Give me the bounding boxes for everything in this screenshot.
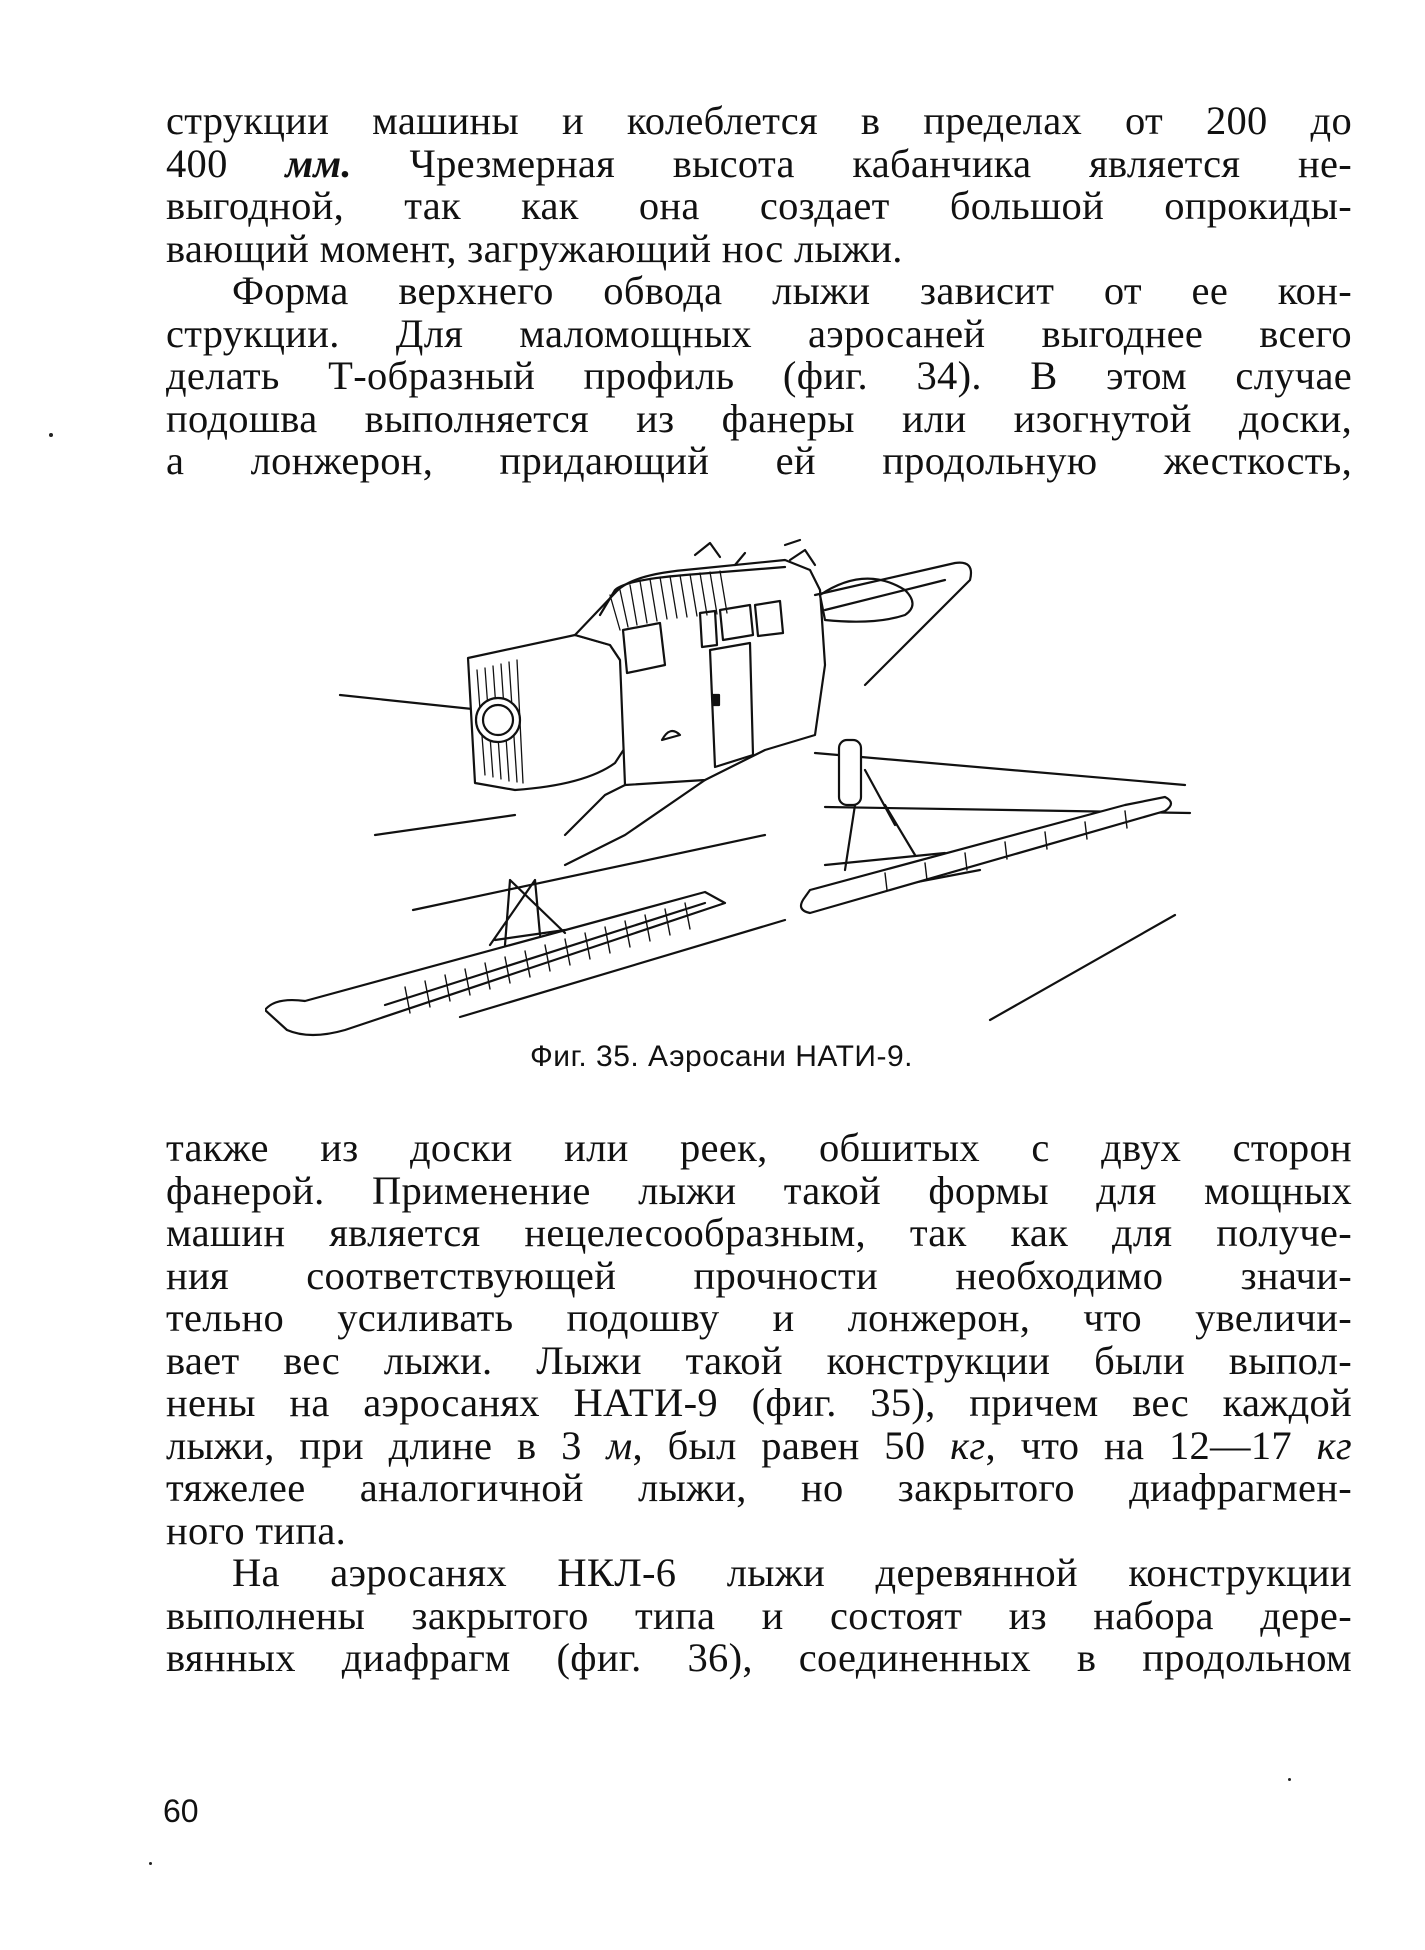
ground-line	[990, 915, 1175, 1020]
text-line: делать Т-образный профиль (фиг. 34). В этом случае	[166, 353, 1352, 398]
text-line: вающий момент, загружающий нос лыжи.	[166, 225, 903, 271]
unit-mm: мм.	[285, 140, 352, 186]
text-line: также из доски или реек, обшитых с двух сторон	[166, 1125, 1352, 1170]
unit-kg: кг	[1316, 1422, 1353, 1468]
shock-absorber	[839, 740, 861, 805]
text-line: тяжелее аналогичной лыжи, но закрытого диафрагмен-	[166, 1465, 1352, 1510]
text-line: подошва выполняется из фанеры или изогнутой доски,	[166, 395, 1352, 441]
windshield	[623, 623, 665, 673]
text-line: выполнены закрытого типа и состоят из набора дере-	[166, 1592, 1352, 1638]
text-span: Чрезмерная высота кабанчика является не-	[351, 140, 1353, 186]
figure-caption: Фиг. 35. Аэросани НАТИ-9.	[530, 1040, 913, 1073]
figure-aerosani-illustration	[265, 535, 1195, 1040]
text-span: лыжи, при длине в 3	[166, 1422, 607, 1468]
front-ski	[265, 892, 725, 1035]
text-line: струкции. Для маломощных аэросаней выгоднее всего	[166, 310, 1352, 356]
page-number: 60	[163, 1793, 199, 1829]
text-block-bottom	[166, 1127, 1352, 1680]
unit-m: м	[606, 1422, 633, 1468]
text-line-with-unit	[166, 140, 1353, 186]
text-span: 400	[166, 140, 286, 186]
print-speck	[49, 433, 53, 437]
print-speck	[1288, 1778, 1291, 1781]
text-span: , что на 12—17	[985, 1422, 1317, 1468]
rear-ski	[801, 797, 1171, 913]
text-line: фанерой. Применение лыжи такой формы для мощных	[166, 1167, 1352, 1213]
text-line: струкции машины и колеблется в пределах от 200 до	[166, 98, 1352, 143]
text-line: машин является нецелесообразным, так как для получе-	[166, 1210, 1352, 1255]
text-line: выгодной, так как она создает большой опрокиды-	[166, 183, 1352, 228]
paragraph-first-line: На аэросанях НКЛ-6 лыжи деревянной конструкции	[232, 1550, 1352, 1595]
text-line-with-units	[166, 1422, 1353, 1468]
text-block-top	[166, 100, 1352, 483]
door-latch	[713, 695, 719, 705]
text-line: ния соответствующей прочности необходимо значи-	[166, 1252, 1352, 1298]
text-span: , был равен 50	[632, 1422, 951, 1468]
text-line: нены на аэросанях НАТИ-9 (фиг. 35), причем вес каждой	[166, 1380, 1352, 1425]
text-line: ного типа.	[166, 1507, 347, 1553]
roof-rack	[695, 543, 745, 565]
unit-kg: кг	[950, 1422, 986, 1468]
print-speck	[149, 1862, 152, 1865]
text-line: вает вес лыжи. Лыжи такой конструкции были выпол-	[166, 1337, 1352, 1383]
paragraph-first-line: Форма верхнего обвода лыжи зависит от ее кон-	[232, 268, 1352, 313]
text-line: вянных диафрагм (фиг. 36), соединенных в продольном	[166, 1635, 1352, 1680]
text-line: а лонжерон, придающий ей продольную жесткость,	[166, 438, 1352, 483]
ski-edge	[385, 903, 705, 1005]
text-line: тельно усиливать подошву и лонжерон, что увеличи-	[166, 1295, 1352, 1340]
propeller-guard	[815, 563, 971, 685]
ground-line	[375, 815, 515, 835]
aerosleigh-drawing	[265, 535, 1195, 1040]
